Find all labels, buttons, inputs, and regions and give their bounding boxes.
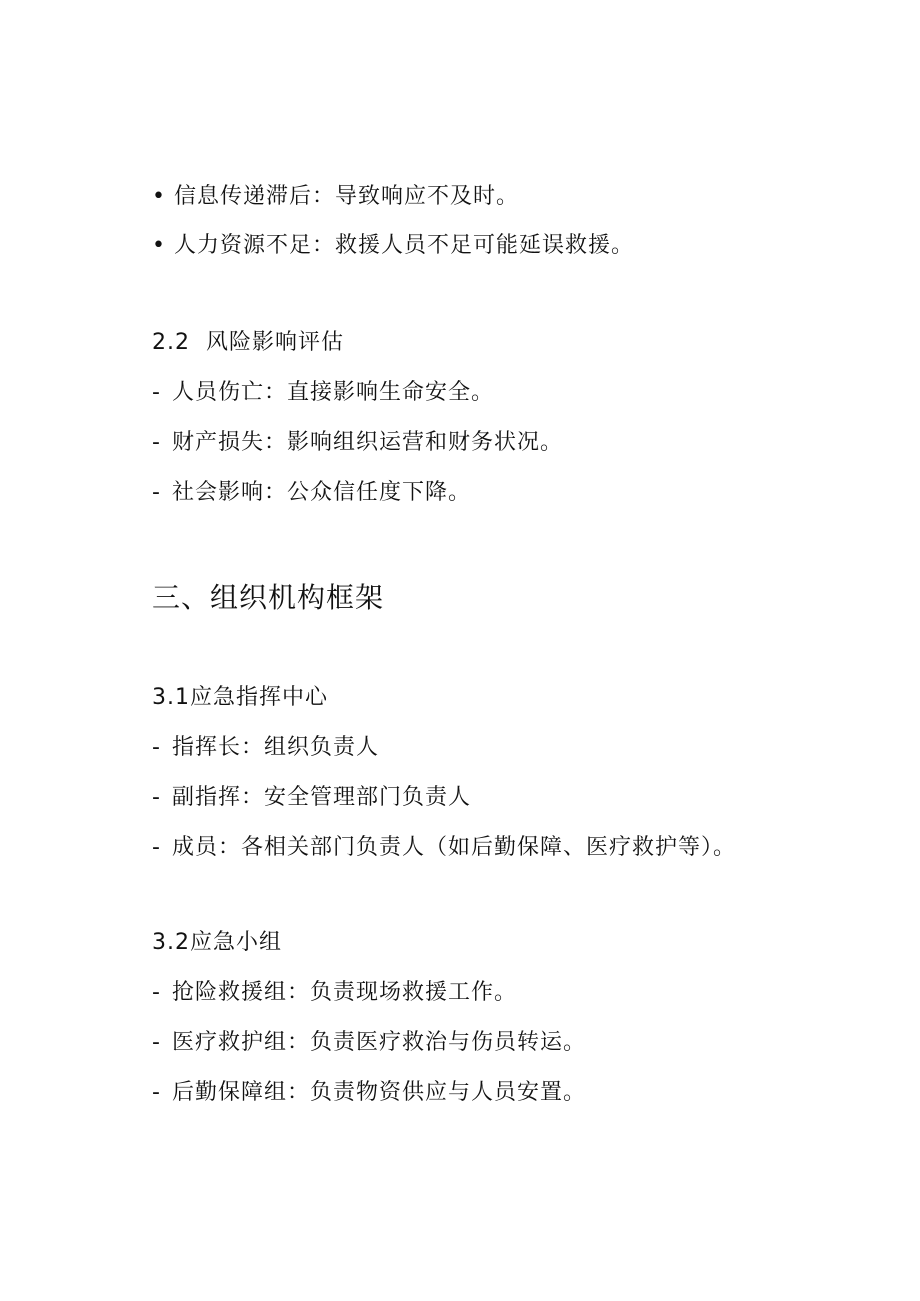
dash-marker: -: [152, 735, 161, 760]
bullet-text: 人力资源不足：救援人员不足可能延误救援。: [174, 233, 635, 258]
bullet-marker: •: [152, 184, 166, 209]
chapter-3-heading: 三、组织机构框架: [152, 581, 385, 614]
bullet-item: [152, 231, 634, 261]
dash-marker: -: [152, 835, 161, 860]
list-item-text: 后勤保障组：负责物资供应与人员安置。: [172, 1080, 587, 1105]
dash-marker: -: [152, 1080, 161, 1105]
list-item: [152, 1028, 586, 1058]
list-item-text: 医疗救护组：负责医疗救治与伤员转运。: [172, 1030, 587, 1055]
bullet-item: [152, 182, 519, 212]
dash-marker: -: [152, 1030, 161, 1055]
list-item-text: 指挥长：组织负责人: [172, 735, 380, 760]
list-item: [152, 783, 471, 813]
list-item: [152, 733, 379, 763]
dash-marker: -: [152, 480, 161, 505]
dash-marker: -: [152, 785, 161, 810]
dash-marker: -: [152, 430, 161, 455]
list-item: [152, 478, 471, 508]
list-item-text: 社会影响：公众信任度下降。: [172, 480, 472, 505]
bullet-text: 信息传递滞后：导致响应不及时。: [174, 184, 520, 209]
list-item-text: 成员：各相关部门负责人（如后勤保障、医疗救护等）。: [172, 835, 737, 860]
list-item: [152, 978, 517, 1008]
list-item-text: 副指挥：安全管理部门负责人: [172, 785, 472, 810]
dash-marker: -: [152, 380, 161, 405]
list-item-text: 人员伤亡：直接影响生命安全。: [172, 380, 495, 405]
section-3-2-title: 3.2应急小组: [152, 930, 282, 955]
list-item: [152, 428, 563, 458]
dash-marker: -: [152, 980, 161, 1005]
list-item-text: 抢险救援组：负责现场救援工作。: [172, 980, 518, 1005]
list-item-text: 财产损失：影响组织运营和财务状况。: [172, 430, 564, 455]
list-item: [152, 833, 736, 863]
list-item: [152, 378, 494, 408]
section-3-1-title: 3.1应急指挥中心: [152, 685, 328, 710]
list-item: [152, 1078, 586, 1108]
bullet-marker: •: [152, 233, 166, 258]
section-2-2-title: 2.2 风险影响评估: [152, 330, 344, 355]
